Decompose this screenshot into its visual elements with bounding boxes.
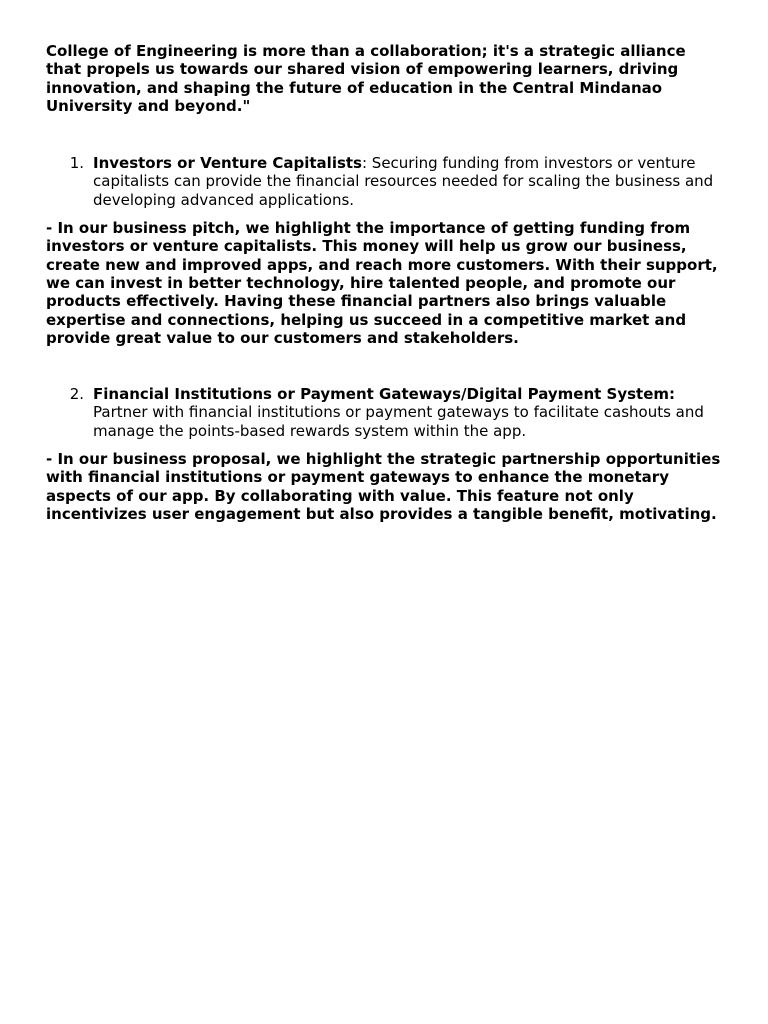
list-item-body (93, 154, 722, 209)
list-item-body (93, 385, 722, 440)
intro-paragraph: College of Engineering is more than a collaboration; it's a strategic alliance that propels us towards our shared vision of empowering learners, driving innovation, and shaping the future of education in the Central Mindanao University and beyond." (46, 42, 686, 115)
list-item-description: Partner with financial institutions or payment gateways to facilitate cashouts and manage the points-based rewards system within the app. (93, 403, 704, 440)
list-number: 2. (69, 385, 84, 404)
list-item-investors (46, 154, 722, 209)
list-item-term: Investors or Venture Capitalists (93, 154, 362, 173)
list-item-financial-institutions (46, 385, 722, 440)
investors-followup-paragraph: - In our business pitch, we highlight the importance of getting funding from investors or venture capitalists. This money will help us grow our business, create new and improved apps, and reach more customers. With their support, we can invest in better technology, hire talented people, and promote our products effectively. Having these financial partners also brings valuable expertise and connections, helping us succeed in a competitive market and provide great value to our customers and stakeholders. (46, 219, 718, 347)
list-number: 1. (69, 154, 84, 173)
list-item-term: Financial Institutions or Payment Gateways/Digital Payment System: (93, 385, 676, 404)
financial-followup-paragraph: - In our business proposal, we highlight the strategic partnership opportunities with financial institutions or payment gateways to enhance the monetary aspects of our app. By collaborating with value. This feature not only incentivizes user engagement but also provides a tangible benefit, motivating. (46, 450, 721, 523)
list-item-description: : Securing funding from investors or venture capitalists can provide the financial resources needed for scaling the business and developing advanced applications. (93, 154, 714, 209)
